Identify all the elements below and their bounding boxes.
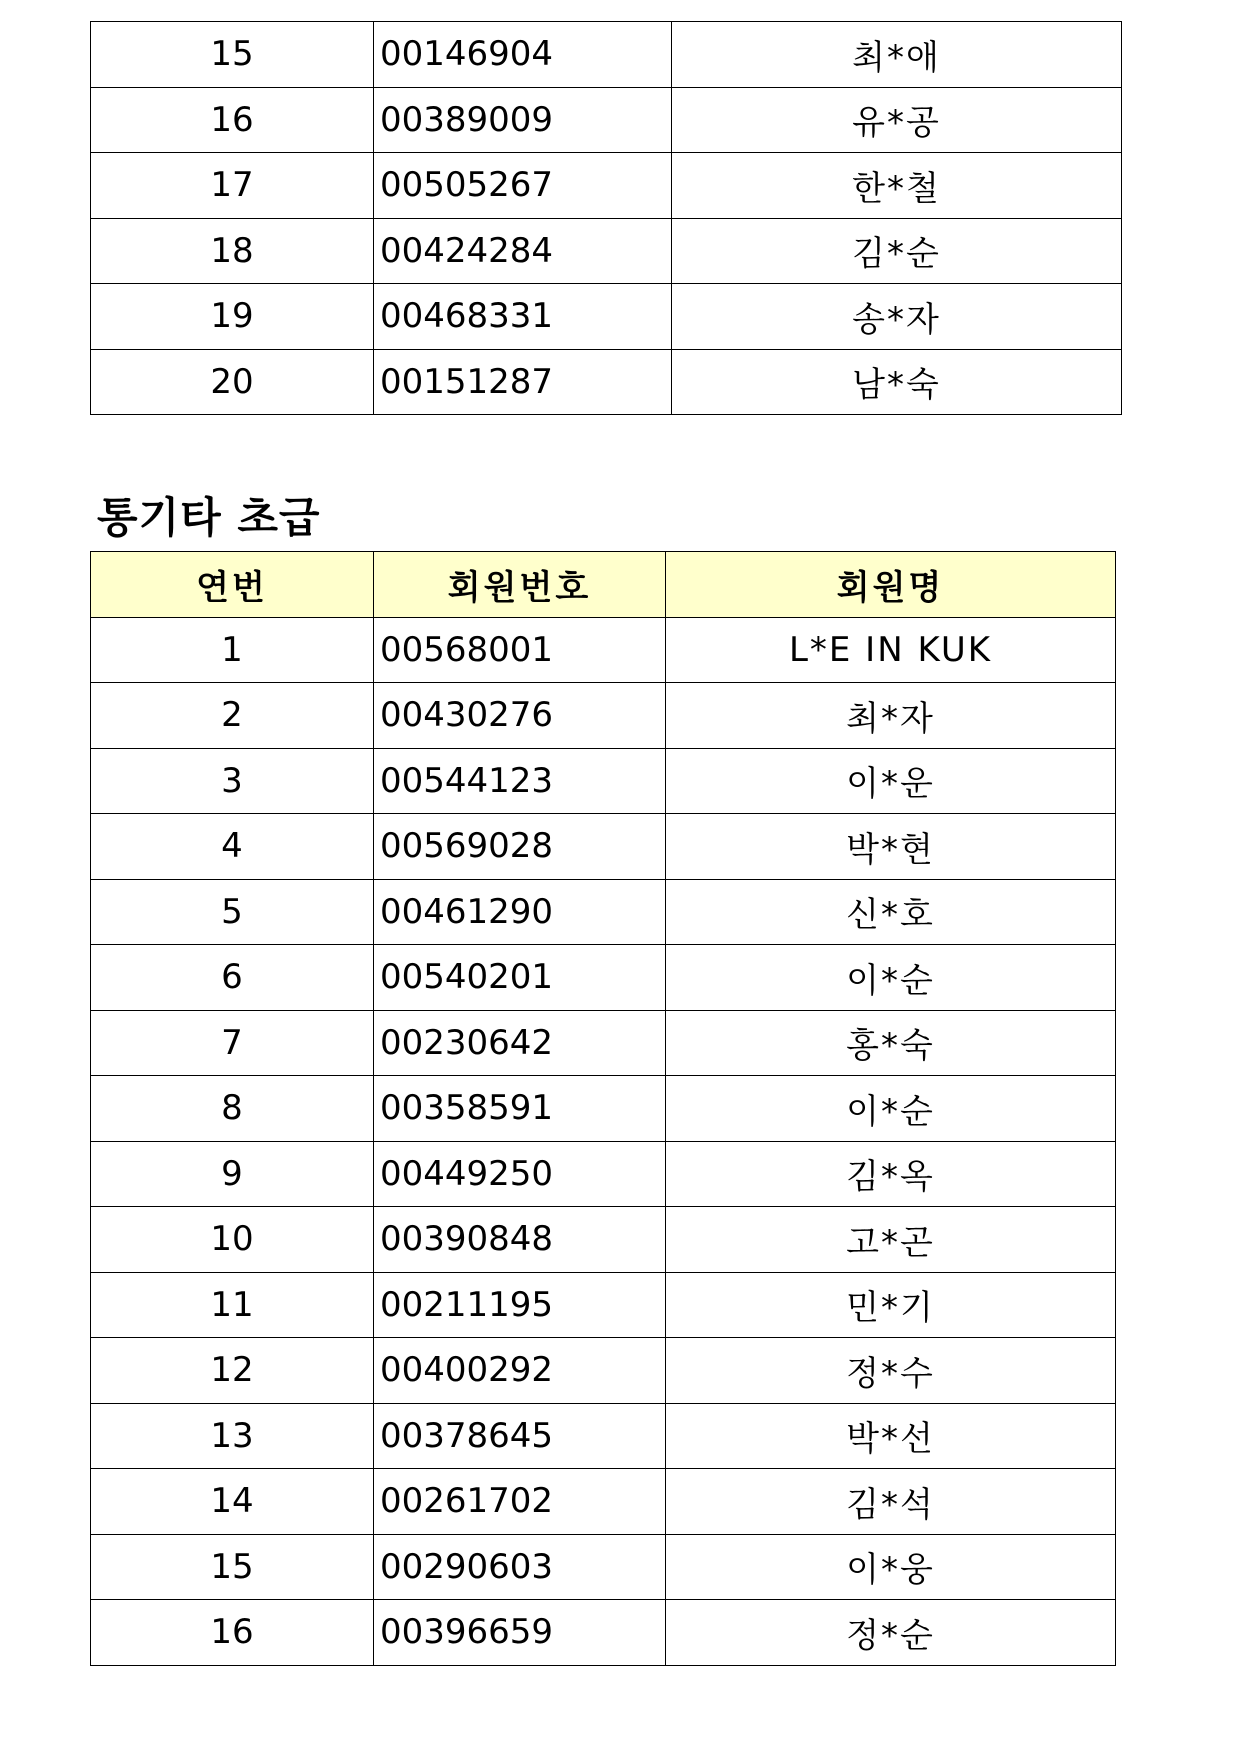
member-name-cell: 민*기 — [666, 1272, 1116, 1338]
row-number-cell: 17 — [91, 153, 374, 219]
member-name-cell: 김*옥 — [666, 1141, 1116, 1207]
member-name-cell: 김*석 — [666, 1469, 1116, 1535]
member-name-cell: 남*숙 — [672, 349, 1122, 415]
member-name-cell: 홍*숙 — [666, 1010, 1116, 1076]
row-number-cell: 14 — [91, 1469, 374, 1535]
table-row — [91, 87, 1122, 153]
row-number-cell: 1 — [91, 617, 374, 683]
member-id-cell: 00151287 — [374, 349, 672, 415]
row-number-cell: 7 — [91, 1010, 374, 1076]
row-number-cell: 6 — [91, 945, 374, 1011]
table-row — [91, 1076, 1116, 1142]
member-name-cell: 박*현 — [666, 814, 1116, 880]
member-name-cell: 한*철 — [672, 153, 1122, 219]
member-id-cell: 00424284 — [374, 218, 672, 284]
member-id-cell: 00230642 — [374, 1010, 666, 1076]
member-id-cell: 00540201 — [374, 945, 666, 1011]
member-id-cell: 00569028 — [374, 814, 666, 880]
row-number-cell: 8 — [91, 1076, 374, 1142]
row-number-cell: 11 — [91, 1272, 374, 1338]
table-row — [91, 218, 1122, 284]
row-number-cell: 15 — [91, 22, 374, 88]
member-name-cell: 정*순 — [666, 1600, 1116, 1666]
member-id-cell: 00544123 — [374, 748, 666, 814]
member-table-previous — [90, 21, 1122, 415]
member-name-cell: L*E IN KUK — [666, 617, 1116, 683]
member-name-cell: 이*순 — [666, 1076, 1116, 1142]
row-number-cell: 16 — [91, 87, 374, 153]
member-name-cell: 최*애 — [672, 22, 1122, 88]
table-header-row — [91, 552, 1116, 618]
table-row — [91, 284, 1122, 350]
member-id-cell: 00358591 — [374, 1076, 666, 1142]
member-id-cell: 00396659 — [374, 1600, 666, 1666]
row-number-cell: 12 — [91, 1338, 374, 1404]
member-name-cell: 김*순 — [672, 218, 1122, 284]
row-number-cell: 5 — [91, 879, 374, 945]
member-name-cell: 이*운 — [666, 748, 1116, 814]
member-name-cell: 최*자 — [666, 683, 1116, 749]
table-row — [91, 1207, 1116, 1273]
table-row — [91, 617, 1116, 683]
row-number-cell: 4 — [91, 814, 374, 880]
row-number-cell: 20 — [91, 349, 374, 415]
row-number-cell: 13 — [91, 1403, 374, 1469]
member-name-cell: 박*선 — [666, 1403, 1116, 1469]
table-row — [91, 349, 1122, 415]
table-row — [91, 153, 1122, 219]
section-title: 통기타 초급 — [97, 493, 321, 542]
row-number-cell: 9 — [91, 1141, 374, 1207]
member-id-cell: 00146904 — [374, 22, 672, 88]
member-id-cell: 00505267 — [374, 153, 672, 219]
table-row — [91, 1272, 1116, 1338]
member-id-cell: 00211195 — [374, 1272, 666, 1338]
member-name-cell: 고*곤 — [666, 1207, 1116, 1273]
table-row — [91, 1534, 1116, 1600]
member-name-cell: 신*호 — [666, 879, 1116, 945]
column-header-member-name: 회원명 — [666, 552, 1116, 618]
table-row — [91, 1403, 1116, 1469]
table-row — [91, 1141, 1116, 1207]
member-id-cell: 00261702 — [374, 1469, 666, 1535]
member-id-cell: 00430276 — [374, 683, 666, 749]
table-row — [91, 945, 1116, 1011]
member-name-cell: 이*웅 — [666, 1534, 1116, 1600]
member-id-cell: 00389009 — [374, 87, 672, 153]
table-row — [91, 814, 1116, 880]
row-number-cell: 3 — [91, 748, 374, 814]
member-id-cell: 00461290 — [374, 879, 666, 945]
row-number-cell: 16 — [91, 1600, 374, 1666]
table-row — [91, 1469, 1116, 1535]
row-number-cell: 10 — [91, 1207, 374, 1273]
table-row — [91, 683, 1116, 749]
table-row — [91, 879, 1116, 945]
row-number-cell: 2 — [91, 683, 374, 749]
row-number-cell: 15 — [91, 1534, 374, 1600]
member-name-cell: 유*공 — [672, 87, 1122, 153]
member-id-cell: 00390848 — [374, 1207, 666, 1273]
member-table-guitar-beginner — [90, 551, 1116, 1666]
table-row — [91, 748, 1116, 814]
row-number-cell: 18 — [91, 218, 374, 284]
member-name-cell: 정*수 — [666, 1338, 1116, 1404]
member-id-cell: 00449250 — [374, 1141, 666, 1207]
column-header-member-id: 회원번호 — [374, 552, 666, 618]
member-id-cell: 00468331 — [374, 284, 672, 350]
column-header-number: 연번 — [91, 552, 374, 618]
member-id-cell: 00568001 — [374, 617, 666, 683]
member-id-cell: 00290603 — [374, 1534, 666, 1600]
member-name-cell: 이*순 — [666, 945, 1116, 1011]
table-row — [91, 1010, 1116, 1076]
member-id-cell: 00400292 — [374, 1338, 666, 1404]
table-row — [91, 22, 1122, 88]
table-row — [91, 1338, 1116, 1404]
member-id-cell: 00378645 — [374, 1403, 666, 1469]
table-row — [91, 1600, 1116, 1666]
row-number-cell: 19 — [91, 284, 374, 350]
member-name-cell: 송*자 — [672, 284, 1122, 350]
